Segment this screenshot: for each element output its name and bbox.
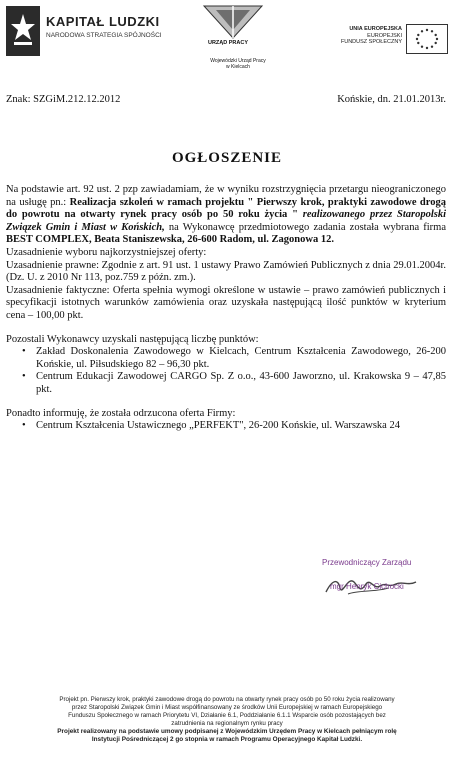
footer-line: przez Staropolski Związek Gmin i Miast współfinansowany ze środków Unii Europejskiej w ramach Europejskiego bbox=[71, 704, 383, 711]
footer-bold-line: Projekt realizowany na podstawie umowy podpisanej z Wojewódzkim Urzędem Pracy w Kielcach pełniącym rolę bbox=[57, 728, 397, 735]
letterhead bbox=[0, 0, 454, 80]
justification-heading: Uzasadnienie wyboru najkorzystniejszej oferty: bbox=[6, 246, 207, 258]
factual-justification: Uzasadnienie faktyczne: Oferta spełnia wymogi określone w ustawie – prawo zamówień publicznych i specyfikacji istotnych warunków zamówienia oraz uzyskała następującą ilość punktów w kryterium cena – 100,00 pkt. bbox=[6, 284, 446, 321]
award-winner: BEST COMPLEX, Beata Staniszewska, 26-600 Radom, ul. Zagonowa 12. bbox=[6, 234, 334, 246]
eu-text bbox=[322, 26, 402, 46]
rejected-offer-heading: Ponadto informuję, że została odrzucona oferta Firmy: bbox=[6, 407, 236, 419]
eu-line: UNIA EUROPEJSKA bbox=[349, 26, 402, 32]
footer-line: Funduszu Społecznego w ramach Priorytetu VI, Działanie 6.1, Poddziałanie 6.1.1 Wsparcie osób pozostających bez bbox=[68, 712, 386, 719]
kapital-ludzki-title: KAPITAŁ LUDZKI bbox=[46, 14, 160, 29]
document-body bbox=[6, 184, 446, 433]
kapital-ludzki-subtitle: NARODOWA STRATEGIA SPÓJNOŚCI bbox=[46, 32, 162, 39]
urzad-pracy-label: URZĄD PRACY bbox=[207, 40, 249, 46]
rejected-offers-list bbox=[6, 420, 446, 433]
list-item bbox=[22, 371, 446, 396]
list-item bbox=[22, 420, 446, 433]
signature-stamp bbox=[318, 558, 448, 606]
kapital-ludzki-emblem bbox=[6, 6, 40, 56]
urzad-pracy-emblem-icon bbox=[196, 4, 270, 40]
bullet: • bbox=[22, 346, 26, 358]
eu-line: EUROPEJSKI bbox=[367, 32, 402, 39]
stamp-name: mgr Henryk Cichocki bbox=[330, 582, 404, 591]
reference-number: Znak: SZGiM.212.12.2012 bbox=[6, 94, 121, 105]
footer-bold-line: Instytucji Pośredniczącej 2 go stopnia w ramach Programu Operacyjnego Kapitał Ludzki. bbox=[91, 736, 363, 743]
eu-flag bbox=[406, 24, 448, 54]
eu-stars-icon bbox=[407, 25, 447, 53]
stamp-title: Przewodniczący Zarządu bbox=[322, 558, 412, 567]
eu-line: FUNDUSZ SPOŁECZNY bbox=[340, 39, 402, 45]
award-organizer: realizowanego przez Staropolski Związek Gmin i Miast w Końskich, bbox=[6, 209, 446, 233]
bullet: • bbox=[22, 371, 26, 383]
award-service-name: Realizacja szkoleń w ramach projektu " Pierwszy krok, praktyki zawodowe drogą do powrotu na otwarty rynek pracy osób po 50 roku życia " bbox=[6, 196, 446, 221]
list-item-text: Zakład Doskonalenia Zawodowego w Kielcach, Centrum Kształcenia Zawodowego, 26-200 Końskie, ul. Piłsudskiego 82 – 96,30 pkt. bbox=[36, 346, 446, 370]
page-title: OGŁOSZENIE bbox=[171, 150, 283, 166]
list-item bbox=[22, 346, 446, 371]
legal-justification: Uzasadnienie prawne: Zgodnie z art. 91 ust. 1 ustawy Prawo Zamówień Publicznych z dnia 29.01.2004r. (Dz. U. z 2010 Nr 113, poz.759 z późn. zm.). bbox=[6, 259, 447, 284]
place-and-date: Końskie, dn. 21.01.2013r. bbox=[337, 94, 446, 105]
award-intro: Na podstawie art. 92 ust. 2 pzp zawiadamiam, że w wyniku rozstrzygnięcia przetargu nieograniczonego na usługę pn.: bbox=[6, 184, 446, 208]
award-connector: na Wykonawcę przedmiotowego zadania została wybrana firma bbox=[164, 221, 446, 233]
award-paragraph bbox=[6, 184, 446, 247]
other-bidders-list bbox=[6, 346, 446, 396]
eu-logo bbox=[322, 24, 450, 60]
urzad-pracy-subtitle bbox=[190, 58, 286, 70]
kapital-ludzki-logo bbox=[6, 6, 166, 62]
bullet: • bbox=[22, 420, 26, 432]
footer-line: zatrudnienia na regionalnym rynku pracy bbox=[171, 720, 283, 727]
footer-line: Projekt pn. Pierwszy krok, praktyki zawodowe drogą do powrotu na otwarty rynek pracy osób po 50 roku życia realizowany bbox=[59, 696, 395, 703]
urzad-pracy-sub-line: Wojewódzki Urząd Pracy bbox=[210, 58, 266, 64]
urzad-pracy-sub-line: w Kielcach bbox=[226, 64, 250, 70]
star-icon bbox=[10, 12, 36, 48]
list-item-text: Centrum Edukacji Zawodowej CARGO Sp. Z o.o., 43-600 Jaworzno, ul. Krakowska 9 – 47,85 pkt. bbox=[36, 371, 446, 395]
list-item-text: Centrum Kształcenia Ustawicznego „PERFEKT", 26-200 Końskie, ul. Warszawska 24 bbox=[36, 420, 400, 432]
other-bidders-heading: Pozostali Wykonawcy uzyskali następującą liczbę punktów: bbox=[6, 333, 259, 345]
project-footer bbox=[4, 696, 450, 744]
urzad-pracy-logo bbox=[194, 4, 284, 78]
